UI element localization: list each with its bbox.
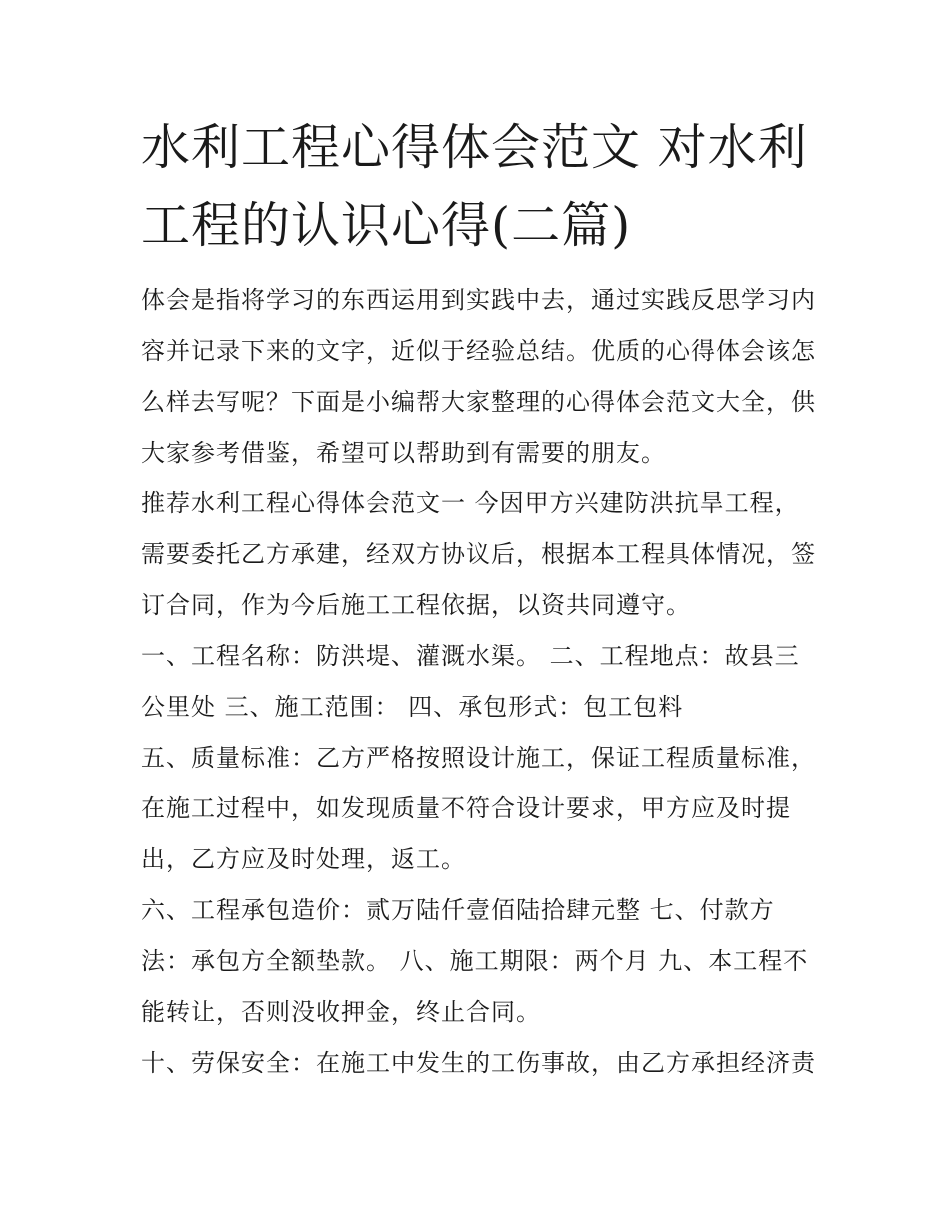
body-text-line: 五、质量标准：乙方严格按照设计施工，保证工程质量标准， bbox=[141, 744, 816, 772]
body-text-line: 公里处 三、施工范围： 四、承包形式：包工包料 bbox=[141, 693, 684, 721]
body-text-line: 需要委托乙方承建，经双方协议后，根据本工程具体情况，签 bbox=[141, 540, 816, 568]
body-text-line: 出，乙方应及时处理，返工。 bbox=[141, 845, 466, 873]
body-text-line: 在施工过程中，如发现质量不符合设计要求，甲方应及时提 bbox=[141, 794, 791, 822]
body-text-line: 六、工程承包造价：贰万陆仟壹佰陆拾肆元整 七、付款方 bbox=[141, 896, 775, 924]
body-text-line: 推荐水利工程心得体会范文一 今因甲方兴建防洪抗旱工程， bbox=[141, 489, 800, 517]
body-text-line: 十、劳保安全：在施工中发生的工伤事故，由乙方承担经济责 bbox=[141, 1049, 816, 1077]
document-title-line-1: 水利工程心得体会范文 对水利 bbox=[141, 119, 808, 176]
body-text-line: 一、工程名称：防洪堤、灌溉水渠。 二、工程地点：故县三 bbox=[141, 642, 800, 670]
body-text-line: 订合同，作为今后施工工程依据，以资共同遵守。 bbox=[141, 591, 691, 619]
body-text-line: 法：承包方全额垫款。 八、施工期限：两个月 九、本工程不 bbox=[141, 947, 809, 975]
body-text-line: 体会是指将学习的东西运用到实践中去，通过实践反思学习内 bbox=[141, 286, 816, 314]
document-title-line-2: 工程的认识心得(二篇) bbox=[141, 197, 632, 254]
body-text-line: 能转让，否则没收押金，终止合同。 bbox=[141, 998, 541, 1026]
body-text-line: 大家参考借鉴，希望可以帮助到有需要的朋友。 bbox=[141, 439, 666, 467]
body-text-line: 么样去写呢？下面是小编帮大家整理的心得体会范文大全，供 bbox=[141, 388, 816, 416]
body-text-line: 容并记录下来的文字，近似于经验总结。优质的心得体会该怎 bbox=[141, 337, 816, 365]
